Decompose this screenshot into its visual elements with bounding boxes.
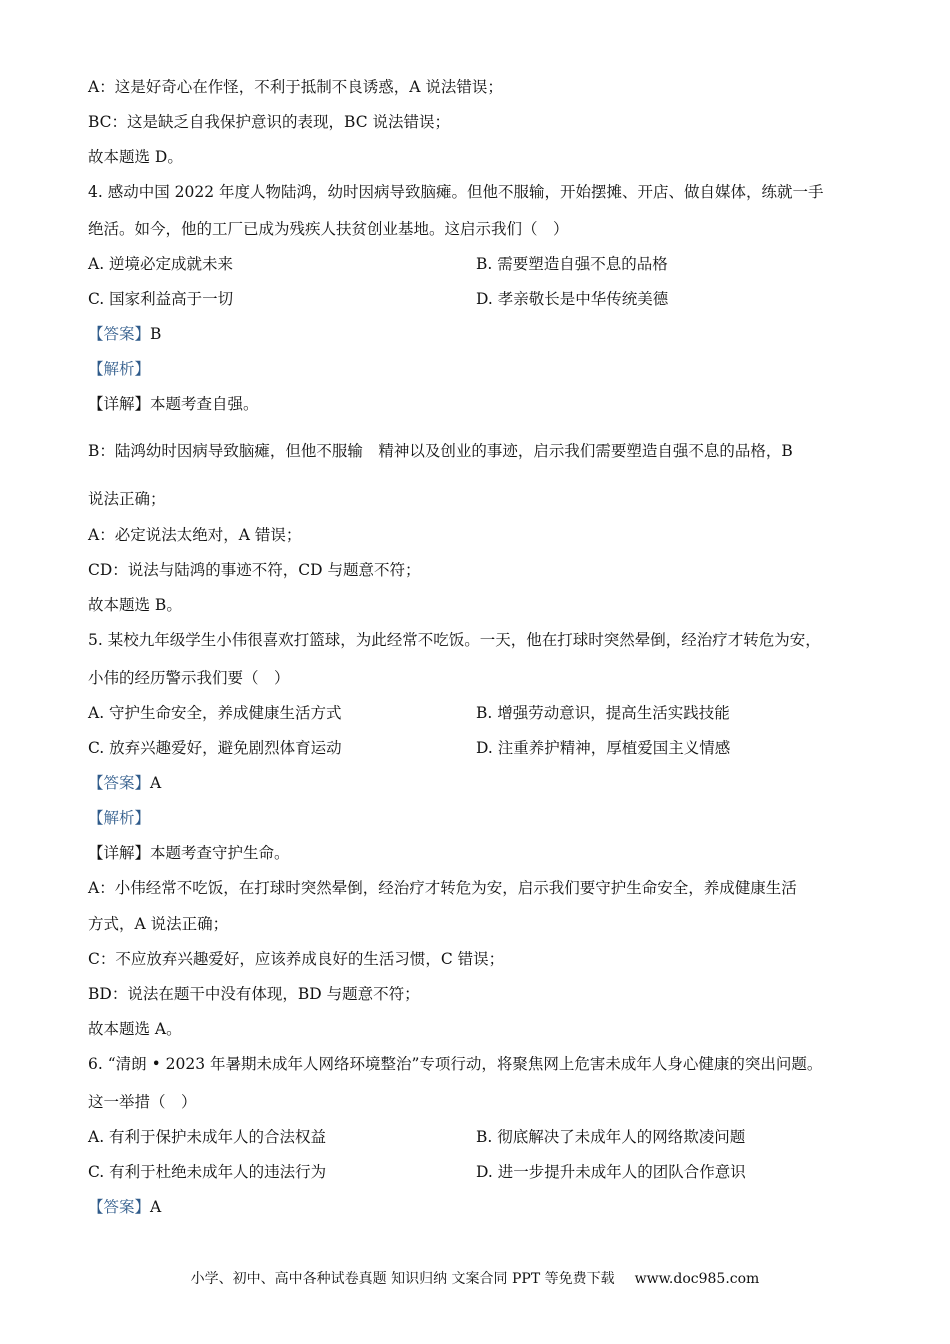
question-5-stem: 5. 某校九年级学生小伟很喜欢打篮球，为此经常不吃饭。一天，他在打球时突然晕倒，经治疗才转危为安， xyxy=(88,631,821,649)
question-6-option-c: C. 有利于杜绝未成年人的违法行为 xyxy=(88,1163,327,1181)
detail-text: 本题考查守护生命。 xyxy=(150,844,290,862)
question-5-option-c: C. 放弃兴趣爱好，避免剧烈体育运动 xyxy=(88,739,342,757)
explanation-line: 方式，A 说法正确； xyxy=(88,915,229,933)
explanation-line: CD：说法与陆鸿的事迹不符，CD 与题意不符； xyxy=(88,561,421,579)
question-4-option-d: D. 孝亲敬长是中华传统美德 xyxy=(476,290,669,308)
answer-value: B xyxy=(150,325,162,343)
question-5-option-b: B. 增强劳动意识，提高生活实践技能 xyxy=(476,704,730,722)
explanation-line: A：小伟经常不吃饭，在打球时突然晕倒，经治疗才转危为安，启示我们要守护生命安全，养成健康生活 xyxy=(88,879,797,897)
question-5-detail xyxy=(88,843,290,863)
question-6-option-a: A. 有利于保护未成年人的合法权益 xyxy=(88,1128,327,1146)
question-6-stem: 6. “清朗 • 2023 年暑期未成年人网络环境整治”专项行动，将聚焦网上危害未成年人身心健康的突出问题。 xyxy=(88,1055,823,1073)
explanation-line: A：必定说法太绝对，A 错误； xyxy=(88,526,302,544)
footer-url[interactable]: www.doc985.com xyxy=(634,1271,760,1287)
question-4-stem-cont: 绝活。如今，他的工厂已成为残疾人扶贫创业基地。这启示我们（ ） xyxy=(88,220,569,238)
question-5-option-d: D. 注重养护精神，厚植爱国主义情感 xyxy=(476,739,731,757)
conclusion-line: 故本题选 D。 xyxy=(88,148,183,166)
page-footer xyxy=(0,1269,950,1289)
question-4-option-c: C. 国家利益高于一切 xyxy=(88,290,234,308)
explanation-line: C：不应放弃兴趣爱好，应该养成良好的生活习惯，C 错误； xyxy=(88,950,505,968)
question-5-answer xyxy=(88,773,161,793)
answer-tag: 【答案】 xyxy=(88,774,151,792)
analysis-tag: 【解析】 xyxy=(88,809,151,827)
question-4-analysis-tag xyxy=(88,359,150,379)
explanation-line: 说法正确； xyxy=(88,490,166,508)
answer-value: A xyxy=(150,774,162,792)
explanation-line: BD：说法在题干中没有体现，BD 与题意不符； xyxy=(88,985,420,1003)
question-4-option-a: A. 逆境必定成就未来 xyxy=(88,255,234,273)
explanation-line: BC：这是缺乏自我保护意识的表现，BC 说法错误； xyxy=(88,113,451,131)
conclusion-line: 故本题选 B。 xyxy=(88,596,182,614)
answer-tag: 【答案】 xyxy=(88,325,151,343)
question-6-stem-cont: 这一举措（ ） xyxy=(88,1093,197,1111)
explanation-line: B：陆鸿幼时因病导致脑瘫，但他不服输 精神以及创业的事迹，启示我们需要塑造自强不息的品格，B xyxy=(88,442,793,460)
detail-text: 本题考查自强。 xyxy=(150,395,259,413)
question-5-analysis-tag xyxy=(88,808,150,828)
question-4-detail xyxy=(88,394,259,414)
answer-value: A xyxy=(150,1198,162,1216)
footer-text: 小学、初中、高中各种试卷真题 知识归纳 文案合同 PPT 等免费下载 xyxy=(190,1271,615,1287)
answer-tag: 【答案】 xyxy=(88,1198,151,1216)
question-6-option-d: D. 进一步提升未成年人的团队合作意识 xyxy=(476,1163,746,1181)
question-6-option-b: B. 彻底解决了未成年人的网络欺凌问题 xyxy=(476,1128,746,1146)
question-6-answer xyxy=(88,1197,161,1217)
analysis-tag: 【解析】 xyxy=(88,360,151,378)
explanation-line: A：这是好奇心在作怪，不利于抵制不良诱惑，A 说法错误； xyxy=(88,78,503,96)
question-4-answer xyxy=(88,324,161,344)
detail-tag: 【详解】 xyxy=(88,844,151,862)
question-4-stem: 4. 感动中国 2022 年度人物陆鸿，幼时因病导致脑瘫。但他不服输，开始摆摊、开店、做自媒体，练就一手 xyxy=(88,183,824,201)
question-5-stem-cont: 小伟的经历警示我们要（ ） xyxy=(88,669,290,687)
conclusion-line: 故本题选 A。 xyxy=(88,1020,182,1038)
question-4-option-b: B. 需要塑造自强不息的品格 xyxy=(476,255,668,273)
question-5-option-a: A. 守护生命安全，养成健康生活方式 xyxy=(88,704,342,722)
detail-tag: 【详解】 xyxy=(88,395,151,413)
